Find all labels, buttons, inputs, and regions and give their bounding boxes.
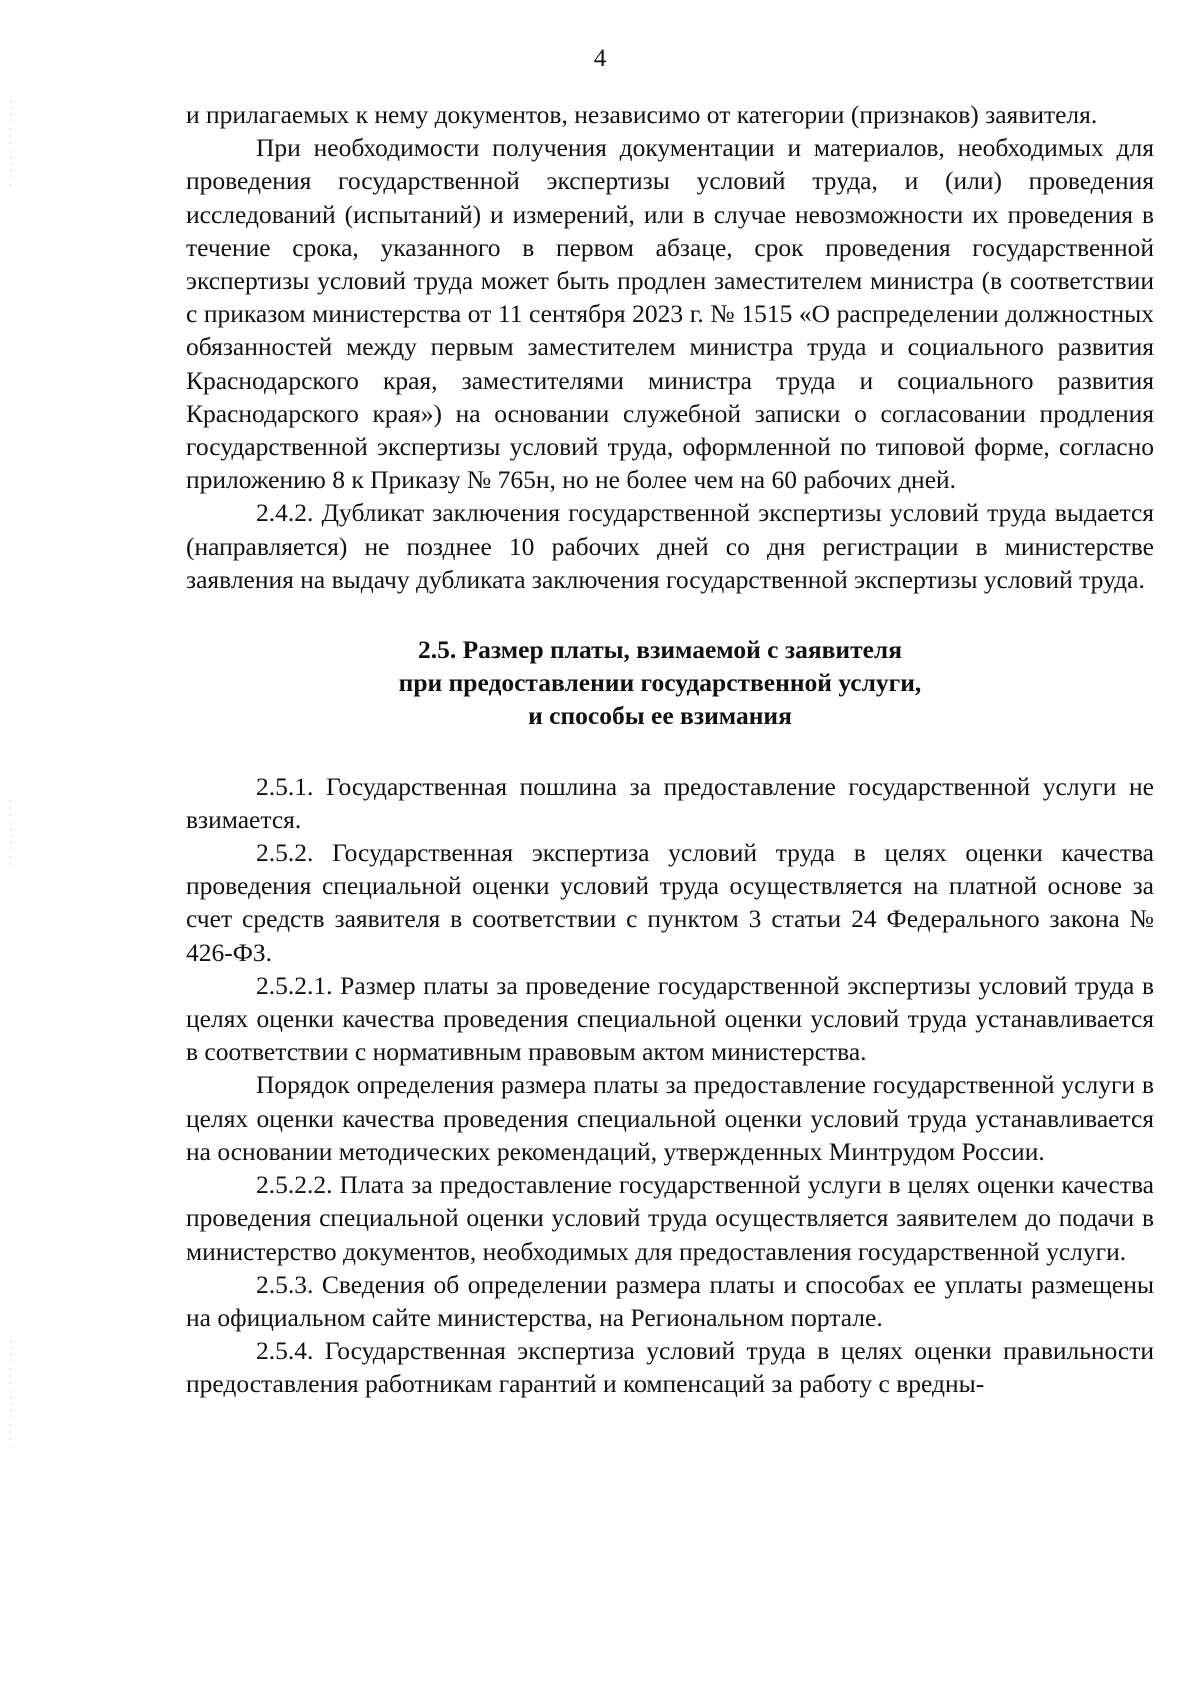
section-heading-line: 2.5. Размер платы, взимаемой с заявителя — [417, 635, 903, 665]
paragraph-term-extension: При необходимости получения документации и материалов, необходимых для проведения государственной экспертизы условий труда, и (или) проведения исследований (испытаний) и измерений, или в случае невозможности их проведения в течение срока, указанного в первом абзаце, срок проведения государственной экспертизы условий труда может быть продлен заместителем министра (в соответствии с приказом министерства от 11 сентября 2023 г. № 1515 «О распределении должностных обязанностей между первым заместителем министра труда и социального развития Краснодарского края, заместителями министра труда и социального развития Краснодарского края») на основании служебной записки о согласовании продления государственной экспертизы условий труда, оформленной по типовой форме, согласно приложению 8 к Приказу № 765н, но не более чем на 60 рабочих дней. — [186, 133, 1154, 495]
paragraph-2-5-4: 2.5.4. Государственная экспертиза условий труда в целях оценки правильности предоставления работникам гарантий и компенсаций за работу с вредны- — [186, 1336, 1154, 1399]
section-heading-line: и способы ее взимания — [528, 701, 792, 731]
paragraph-2-5-2-2: 2.5.2.2. Плата за предоставление государственной услуги в целях оценки качества проведения специальной оценки условий труда осуществляется заявителем до подачи в министерство документов, необходимых для предоставления государственной услуги. — [186, 1170, 1154, 1266]
scan-edge-artifact — [10, 800, 11, 870]
paragraph-fee-procedure: Порядок определения размера платы за предоставление государственной услуги в целях оценки качества проведения специальной оценки условий труда устанавливается на основании методических рекомендаций, утвержденных Минтрудом России. — [186, 1070, 1154, 1166]
paragraph-2-5-1: 2.5.1. Государственная пошлина за предоставление государственной услуги не взимается. — [186, 771, 1154, 834]
paragraph-2-5-2: 2.5.2. Государственная экспертиза условий труда в целях оценки качества проведения специальной оценки условий труда осуществляется на платной основе за счет средств заявителя в соответствии с пунктом 3 статьи 24 Федерального закона № 426-ФЗ. — [186, 838, 1154, 967]
page-number: 4 — [593, 45, 607, 72]
paragraph-2-4-2: 2.4.2. Дубликат заключения государственной экспертизы условий труда выдается (направляется) не позднее 10 рабочих дней со дня регистрации в министерстве заявления на выдачу дубликата заключения государственной экспертизы условий труда. — [186, 498, 1154, 594]
paragraph-2-5-2-1: 2.5.2.1. Размер платы за проведение государственной экспертизы условий труда в целях оценки качества проведения специальной оценки условий труда устанавливается в соответствии с нормативным правовым актом министерства. — [186, 970, 1154, 1067]
scan-edge-artifact — [10, 100, 11, 190]
document-body — [186, 98, 1154, 1401]
section-heading-2-5 — [186, 633, 1154, 733]
section-heading-line: при предоставлении государственной услуги, — [398, 668, 922, 698]
paragraph-2-5-3: 2.5.3. Сведения об определении размера платы и способах ее уплаты размещены на официальном сайте министерства, на Региональном портале. — [186, 1269, 1154, 1332]
paragraph-continuation: и прилагаемых к нему документов, независимо от категории (признаков) заявителя. — [186, 100, 1098, 129]
scan-edge-artifact — [10, 1340, 11, 1450]
